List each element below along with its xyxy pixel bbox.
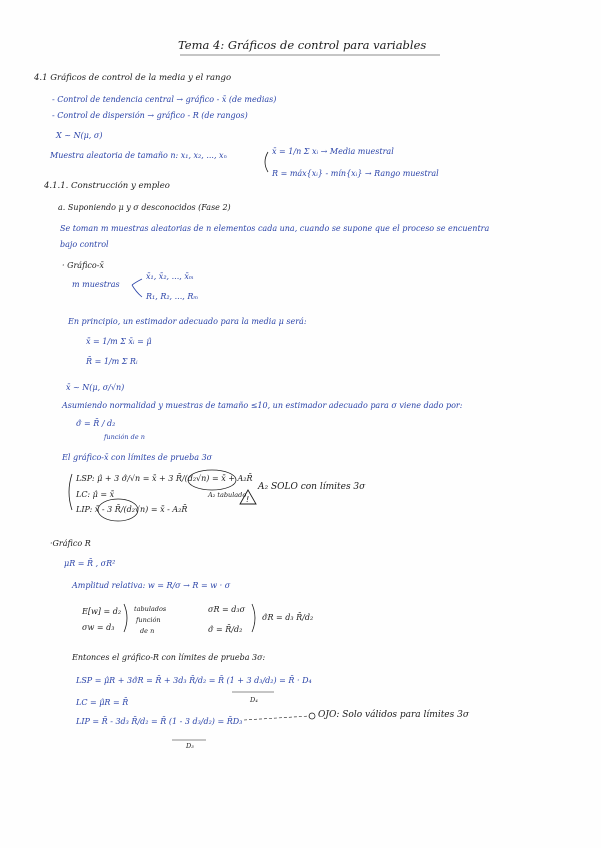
section-4-1-1: 4.1.1. Construcción y empleo (44, 181, 170, 191)
graf-x-label: · Gráfico-x̄ (62, 261, 104, 270)
rs: R₁, R₂, ..., Rₘ (146, 292, 199, 301)
lc-r: LC = μ̂R = R̄ (76, 698, 129, 707)
sigma-r: σR = d₃σ (208, 605, 246, 614)
brace-sigma (252, 604, 255, 632)
lc-x: LC: μ̂ = x̄̄ (76, 490, 115, 499)
rbar: R̄ = 1/m Σ Rᵢ (86, 357, 138, 366)
sigma-hat-rr: σ̂R = d₃ R̄/d₂ (262, 613, 314, 622)
mu-r: μR = R̄ , σR² (64, 559, 116, 568)
section-4-1: 4.1 Gráficos de control de la media y el rango (34, 73, 232, 83)
principio: En principio, un estimador adecuado para la media μ será: (68, 317, 307, 326)
lsp-r: LSP = μ̂R + 3σ̂R = R̄ + 3d₃ R̄/d₂ = R̄ (1 + 3 d₃/d₂) = R̄ · D₄ (76, 676, 312, 685)
xbar-dist: x̄ ~ N(μ, σ/√n) (66, 383, 125, 392)
arrow-down (132, 285, 142, 297)
amplitud: Amplitud relativa: w = R/σ → R = w · σ (72, 581, 231, 590)
brace-x-limits (69, 474, 72, 510)
a2-tab: A₂ tabulado (208, 491, 247, 499)
xbar-def: x̄ = 1/n Σ xᵢ → Media muestral (272, 147, 394, 156)
bullet-central: - Control de tendencia central → gráfico - x̄ (de medias) (52, 95, 277, 104)
funcion-n: función de n (104, 433, 145, 441)
asumiendo: Asumiendo normalidad y muestras de tamaño ≤10, un estimador adecuado para σ viene dado por: (62, 401, 463, 410)
d3-label: D₃ (186, 742, 194, 750)
entonces: Entonces el gráfico-R con límites de prueba 3σ: (72, 653, 266, 662)
lsp-x: LSP: μ̂ + 3 σ̂/√n = x̄̄ + 3 R̄/(d₂√n) = x̄̄ + A₂R̄ (76, 474, 253, 483)
dist-x: X ~ N(μ, σ) (56, 131, 103, 140)
warning-text: A₂ SOLO con límites 3σ (258, 482, 366, 492)
sigma-hat-r: σ̂ = R̄/d₂ (208, 625, 243, 634)
brace-tab (124, 604, 127, 632)
para-toman-2: bajo control (60, 240, 109, 249)
r-def: R = máx{xᵢ} - mín{xᵢ} → Rango muestral (272, 169, 439, 178)
para-toman-1: Se toman m muestras aleatorias de n elementos cada una, cuando se supone que el proceso se encuentra (60, 224, 490, 233)
sw: σw = d₃ (82, 623, 115, 632)
sigma-hat: σ̂ = R̄ / d₂ (76, 419, 116, 428)
m-muestras: m muestras (72, 280, 120, 289)
xbarbar: x̄̄ = 1/m Σ x̄ᵢ = μ̂ (86, 337, 152, 346)
sub-a: a. Suponiendo μ y σ desconocidos (Fase 2) (58, 203, 231, 212)
bullet-dispersion: - Control de dispersión → gráfico - R (de rangos) (52, 111, 248, 120)
ew: E[w] = d₂ (82, 607, 122, 616)
d4-label: D₄ (250, 696, 258, 704)
brace-defs (265, 152, 268, 172)
ojo-pointer (244, 716, 310, 720)
page-title: Tema 4: Gráficos de control para variables (178, 38, 427, 52)
tabulados-2: función (136, 616, 161, 624)
arrow-up (132, 279, 142, 285)
muestra-line: Muestra aleatoria de tamaño n: x₁, x₂, ..., xₙ (50, 151, 227, 160)
lip-r: LIP = R̄ - 3d₃ R̄/d₂ = R̄ (1 - 3 d₃/d₂) = R̄D₃ (76, 717, 243, 726)
graf-x-limites: El gráfico-x̄ con límites de prueba 3σ (62, 453, 213, 462)
ojo-note: OJO: Solo válidos para límites 3σ (318, 710, 469, 720)
xbars: x̄₁, x̄₂, ..., x̄ₘ (146, 272, 194, 281)
lip-x: LIP: x̄̄ - 3 R̄/(d₂√n) = x̄̄ - A₂R̄ (76, 505, 188, 514)
tabulados-3: de n (140, 627, 155, 635)
warning-mark: ! (246, 495, 250, 504)
tabulados-1: tabulados (134, 605, 167, 613)
graf-r-label: ·Gráfico R (50, 539, 91, 548)
